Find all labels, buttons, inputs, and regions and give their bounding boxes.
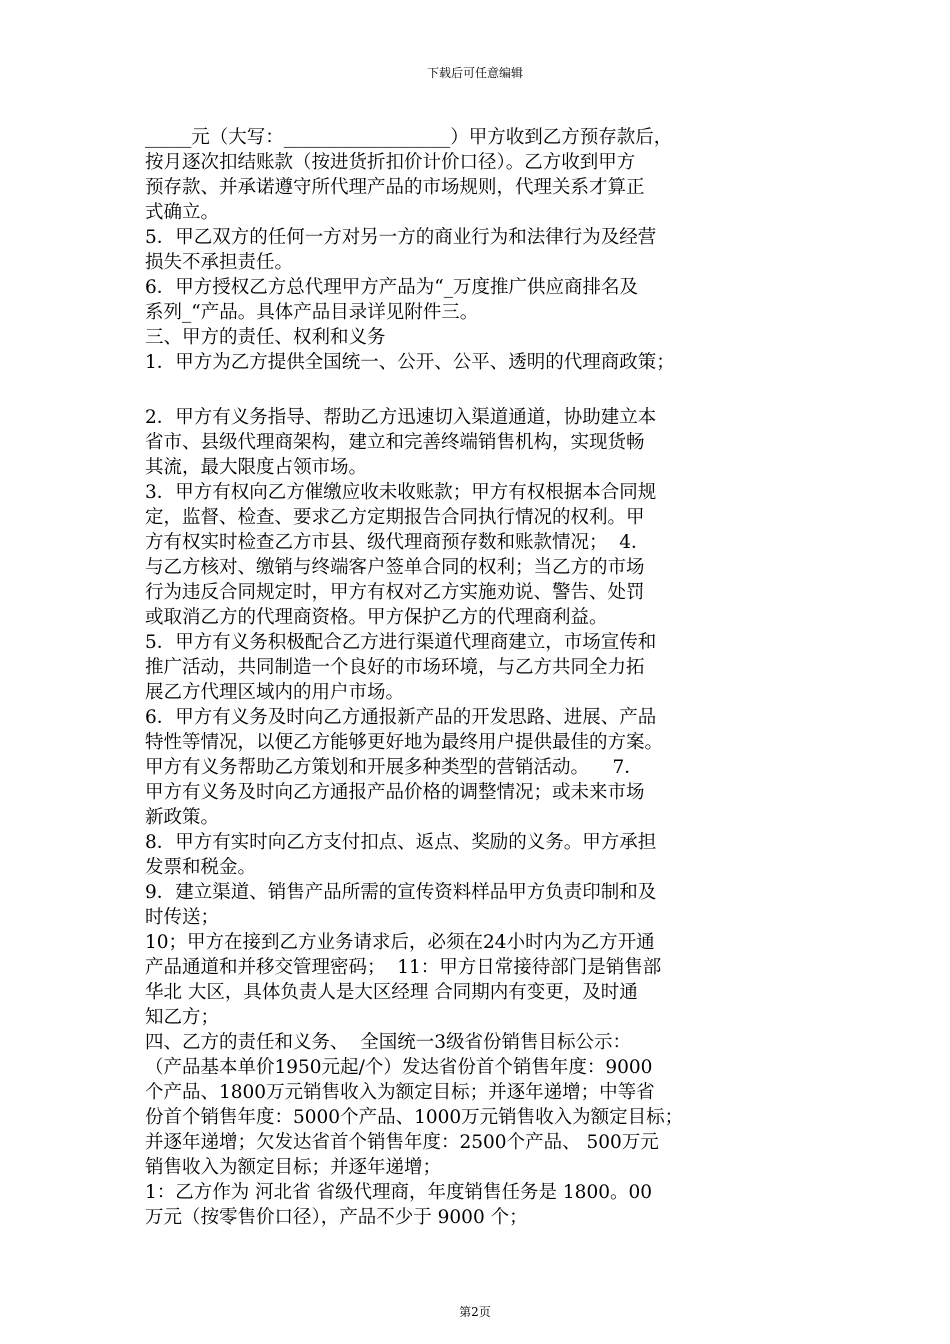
text-line: 1：乙方作为 河北省 省级代理商，年度销售任务是 1800。00	[145, 1182, 653, 1203]
text-line: 6．甲方授权乙方总代理甲方产品为“_万度推广供应商排名及	[145, 277, 638, 298]
text-line: 系列_“产品。具体产品目录详见附件三。	[145, 302, 479, 323]
text-line: 发票和税金。	[145, 857, 257, 878]
text-line: 甲方有义务及时向乙方通报产品价格的调整情况；或未来市场	[145, 782, 645, 803]
text-line: 2．甲方有义务指导、帮助乙方迅速切入渠道通道，协助建立本	[145, 407, 657, 428]
text-line: 8．甲方有实时向乙方支付扣点、返点、奖励的义务。甲方承担	[145, 832, 657, 853]
text-line: 定，监督、检查、要求乙方定期报告合同执行情况的权利。甲	[145, 507, 645, 528]
text-line: 方有权实时检查乙方市县、级代理商预存数和账款情况； 4．	[145, 532, 650, 553]
document-body	[145, 125, 815, 1230]
page-number: 第2页	[459, 1305, 491, 1319]
text-line: 省市、县级代理商架构，建立和完善终端销售机构，实现货畅	[145, 432, 645, 453]
text-line: 甲方有义务帮助乙方策划和开展多种类型的营销活动。 7．	[145, 757, 643, 778]
text-line: 万元（按零售价口径），产品不少于 9000 个；	[145, 1207, 528, 1228]
text-line: 华北 大区，具体负责人是大区经理 合同期内有变更，及时通	[145, 982, 638, 1003]
page-header: 下载后可任意编辑	[426, 66, 523, 80]
text-line: 新政策。	[145, 807, 220, 828]
text-line: 10；甲方在接到乙方业务请求后，必须在24小时内为乙方开通	[145, 932, 655, 953]
text-line: 损失不承担责任。	[145, 252, 294, 273]
text-line: 5．甲方有义务积极配合乙方进行渠道代理商建立，市场宣传和	[145, 632, 657, 653]
text-line: 其流，最大限度占领市场。	[145, 457, 368, 478]
text-line: 5．甲乙双方的任何一方对另一方的商业行为和法律行为及经营	[145, 227, 657, 248]
text-line: 展乙方代理区域内的用户市场。	[145, 682, 405, 703]
text-line: 与乙方核对、缴销与终端客户签单合同的权利；当乙方的市场	[145, 557, 645, 578]
text-line: 时传送；	[145, 907, 220, 928]
text-line: 行为违反合同规定时，甲方有权对乙方实施劝说、警告、处罚	[145, 582, 645, 603]
text-line: 知乙方；	[145, 1007, 220, 1028]
text-line: 销售收入为额定目标；并逐年递增；	[145, 1157, 442, 1178]
text-line: 推广活动，共同制造一个良好的市场环境，与乙方共同全力拓	[145, 657, 645, 678]
text-line: 个产品、1800万元销售收入为额定目标；并逐年递增；中等省	[145, 1082, 655, 1103]
text-line: 式确立。	[145, 202, 220, 223]
text-line: 或取消乙方的代理商资格。甲方保护乙方的代理商利益。	[145, 607, 608, 628]
text-line: _____元（大写：__________________）甲方收到乙方预存款后，	[145, 127, 673, 148]
text-line: 产品通道和并移交管理密码； 11：甲方日常接待部门是销售部	[145, 957, 662, 978]
text-line: 四、乙方的责任和义务、 全国统一3级省份销售目标公示：	[145, 1032, 632, 1053]
text-line: 9．建立渠道、销售产品所需的宣传资料样品甲方负责印制和及	[145, 882, 657, 903]
text-line: 特性等情况，以便乙方能够更好地为最终用户提供最佳的方案。	[145, 732, 664, 753]
text-line: （产品基本单价1950元起/个）发达省份首个销售年度：9000	[145, 1057, 653, 1078]
text-line: 预存款、并承诺遵守所代理产品的市场规则，代理关系才算正	[145, 177, 645, 198]
text-line	[145, 375, 815, 405]
text-line: 三、甲方的责任、权利和义务	[145, 327, 386, 348]
text-line: 按月逐次扣结账款（按进货折扣价计价口径）。乙方收到甲方	[145, 152, 636, 173]
text-line: 份首个销售年度：5000个产品、1000万元销售收入为额定目标；	[145, 1107, 684, 1128]
text-line: 并逐年递增；欠发达省首个销售年度：2500个产品、 500万元	[145, 1132, 659, 1153]
text-line: 1．甲方为乙方提供全国统一、公开、公平、透明的代理商政策；	[145, 352, 675, 373]
text-line: 6．甲方有义务及时向乙方通报新产品的开发思路、进展、产品	[145, 707, 657, 728]
text-line: 3．甲方有权向乙方催缴应收未收账款；甲方有权根据本合同规	[145, 482, 657, 503]
